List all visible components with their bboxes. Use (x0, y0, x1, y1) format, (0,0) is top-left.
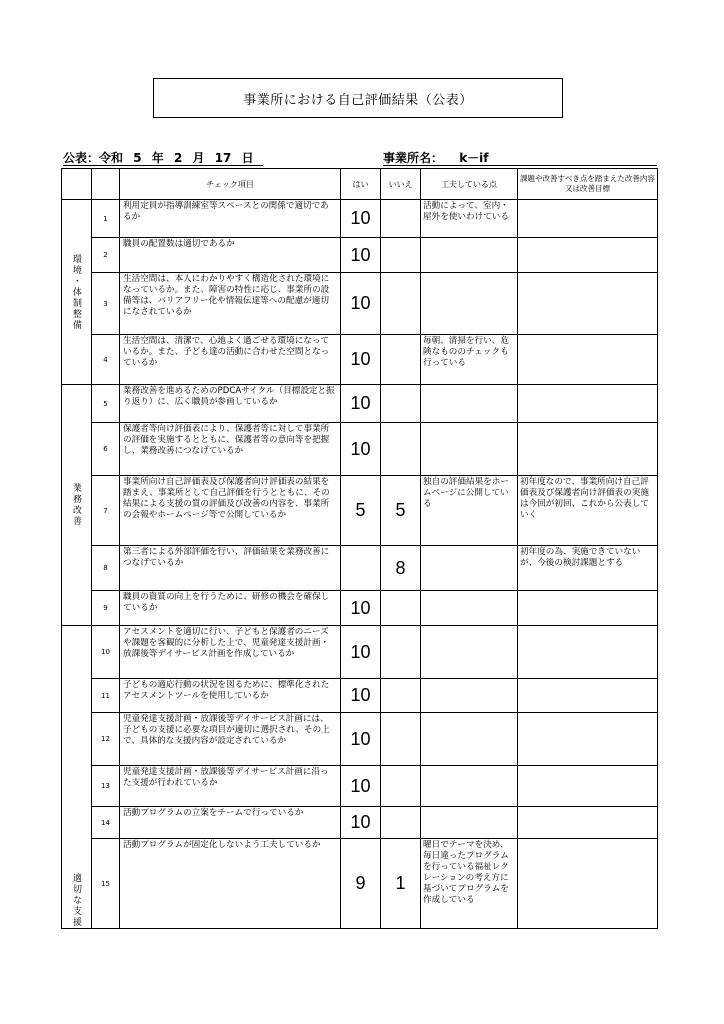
effort-note: 毎朝、清掃を行い、危険なもののチェックも行っている (421, 335, 518, 385)
effort-note: 曜日でテーマを決め、毎日違ったプログラムを行っている福祉レクレーションの考え方に基づいてプログラムを作成している (421, 839, 518, 929)
check-item-text: 活動プログラムが固定化しないよう工夫しているか (120, 839, 341, 929)
issues-note (518, 200, 658, 238)
effort-note: 活動によって、室内・屋外を使いわけている (421, 200, 518, 238)
category-environment (62, 200, 92, 385)
check-item-text: 保護者等向け評価表により、保護者等に対して事業所の評価を実施するとともに、保護者等の意向等を把握し、業務改善につなげているか (120, 423, 341, 476)
yes-count: 10 (341, 713, 381, 766)
effort-note (421, 766, 518, 807)
office-name: k－if (459, 151, 489, 165)
page-title: 事業所における自己評価結果（公表） (243, 92, 473, 108)
effort-note (421, 807, 518, 839)
evaluation-table (61, 168, 658, 929)
effort-note (421, 546, 518, 591)
publish-year: 5 (133, 151, 142, 165)
category-improvement-label: 業務改善 (71, 483, 81, 527)
table-row (62, 626, 658, 679)
table-row (62, 591, 658, 626)
publish-month-unit: 月 (192, 151, 205, 165)
issues-note (518, 238, 658, 273)
table-row (62, 423, 658, 476)
no-count (381, 335, 421, 385)
yes-count (341, 546, 381, 591)
category-environment-label: 環境・体制整備 (71, 253, 81, 331)
no-count (381, 713, 421, 766)
table-row (62, 766, 658, 807)
no-count (381, 807, 421, 839)
no-count (381, 626, 421, 679)
check-item-text: 第三者による外部評価を行い、評価結果を業務改善につなげているか (120, 546, 341, 591)
effort-note (421, 423, 518, 476)
table-row (62, 335, 658, 385)
publish-month: 2 (173, 151, 183, 165)
row-number: 10 (92, 626, 120, 679)
no-count (381, 385, 421, 423)
yes-count: 10 (341, 626, 381, 679)
header-blank-num (92, 169, 120, 200)
category-support-label: 適切な支援 (71, 873, 81, 928)
effort-note (421, 713, 518, 766)
check-item-text: 業務改善を進めるためのPDCAサイクル（目標設定と振り返り）に、広く職員が参画しているか (120, 385, 341, 423)
check-item-text: 事業所向け自己評価表及び保護者向け評価表の結果を踏まえ、事業所として自己評価を行うとともに、その結果による支援の質の評価及び改善の内容を、事業所の会報やホームページ等で公開しているか (120, 476, 341, 546)
yes-count: 10 (341, 200, 381, 238)
no-count (381, 273, 421, 335)
issues-note (518, 385, 658, 423)
office-name-line (383, 149, 657, 166)
table-row (62, 273, 658, 335)
row-number: 4 (92, 335, 120, 385)
header-blank-cat (62, 169, 92, 200)
no-count (381, 200, 421, 238)
yes-count: 10 (341, 766, 381, 807)
issues-note: 初年度なので、事業所向け自己評価表及び保護者向け評価表の実施は今回が初回、これから公表していく (518, 476, 658, 546)
check-item-text: 利用定員が指導訓練室等スペースとの関係で適切であるか (120, 200, 341, 238)
check-item-text: アセスメントを適切に行い、子どもと保護者のニーズや課題を客観的に分析した上で、児童発達支援計画・放課後等デイサービス計画を作成しているか (120, 626, 341, 679)
yes-count: 10 (341, 273, 381, 335)
no-count: 1 (381, 839, 421, 929)
check-item-text: 職員の資質の向上を行うために、研修の機会を確保しているか (120, 591, 341, 626)
no-count (381, 423, 421, 476)
table-row (62, 807, 658, 839)
effort-note (421, 626, 518, 679)
publish-day: 17 (214, 151, 232, 165)
office-label: 事業所名： (383, 151, 444, 165)
row-number: 5 (92, 385, 120, 423)
yes-count: 10 (341, 423, 381, 476)
issues-note (518, 626, 658, 679)
issues-note (518, 679, 658, 713)
yes-count: 5 (341, 476, 381, 546)
row-number: 1 (92, 200, 120, 238)
no-count (381, 591, 421, 626)
category-support (62, 626, 92, 929)
header-check-item: チェック項目 (120, 169, 341, 200)
header-issues: 課題や改善すべき点を踏まえた改善内容又は改善目標 (518, 169, 658, 200)
header-yes: はい (341, 169, 381, 200)
yes-count: 9 (341, 839, 381, 929)
issues-note: 初年度の為、実施できていないが、今後の検討課題とする (518, 546, 658, 591)
row-number: 3 (92, 273, 120, 335)
table-row (62, 546, 658, 591)
row-number: 13 (92, 766, 120, 807)
row-number: 8 (92, 546, 120, 591)
yes-count: 10 (341, 385, 381, 423)
check-item-text: 職員の配置数は適切であるか (120, 238, 341, 273)
row-number: 9 (92, 591, 120, 626)
page-title-box (153, 78, 563, 118)
row-number: 6 (92, 423, 120, 476)
issues-note (518, 713, 658, 766)
publish-year-unit: 年 (151, 151, 164, 165)
no-count: 5 (381, 476, 421, 546)
no-count (381, 238, 421, 273)
table-row (62, 476, 658, 546)
row-number: 2 (92, 238, 120, 273)
row-number: 7 (92, 476, 120, 546)
no-count (381, 766, 421, 807)
issues-note (518, 335, 658, 385)
effort-note (421, 679, 518, 713)
yes-count: 10 (341, 807, 381, 839)
check-item-text: 活動プログラムの立案をチームで行っているか (120, 807, 341, 839)
yes-count: 10 (341, 335, 381, 385)
publish-date (63, 149, 263, 166)
publish-label: 公表：令和 (63, 151, 124, 165)
check-item-text: 生活空間は、本人にわかりやすく構造化された環境になっているか。また、障害の特性に応じ、事業所の設備等は、バリアフリー化や情報伝達等への配慮が適切になされているか (120, 273, 341, 335)
table-row (62, 839, 658, 929)
row-number: 14 (92, 807, 120, 839)
row-number: 11 (92, 679, 120, 713)
publish-day-unit: 日 (241, 151, 254, 165)
table-row (62, 679, 658, 713)
header-row (62, 169, 658, 200)
header-no: いいえ (381, 169, 421, 200)
no-count (381, 679, 421, 713)
issues-note (518, 591, 658, 626)
table-row (62, 385, 658, 423)
issues-note (518, 423, 658, 476)
header-effort: 工夫している点 (421, 169, 518, 200)
table-row (62, 713, 658, 766)
check-item-text: 生活空間は、清潔で、心地よく過ごせる環境になっているか。また、子ども達の活動に合わせた空間となっているか (120, 335, 341, 385)
check-item-text: 児童発達支援計画・放課後等デイサービス計画には、子どもの支援に必要な項目が適切に選択され、その上で、具体的な支援内容が設定されているか (120, 713, 341, 766)
effort-note: 独自の評価結果をホームページに公開している (421, 476, 518, 546)
issues-note (518, 807, 658, 839)
yes-count: 10 (341, 238, 381, 273)
yes-count: 10 (341, 679, 381, 713)
issues-note (518, 766, 658, 807)
table-row (62, 238, 658, 273)
issues-note (518, 273, 658, 335)
effort-note (421, 273, 518, 335)
check-item-text: 子どもの適応行動の状況を図るために、標準化されたアセスメントツールを使用しているか (120, 679, 341, 713)
check-item-text: 児童発達支援計画・放課後等デイサービス計画に沿った支援が行われているか (120, 766, 341, 807)
category-improvement (62, 385, 92, 626)
table-row (62, 200, 658, 238)
effort-note (421, 385, 518, 423)
row-number: 12 (92, 713, 120, 766)
no-count: 8 (381, 546, 421, 591)
issues-note (518, 839, 658, 929)
effort-note (421, 238, 518, 273)
row-number: 15 (92, 839, 120, 929)
effort-note (421, 591, 518, 626)
yes-count: 10 (341, 591, 381, 626)
